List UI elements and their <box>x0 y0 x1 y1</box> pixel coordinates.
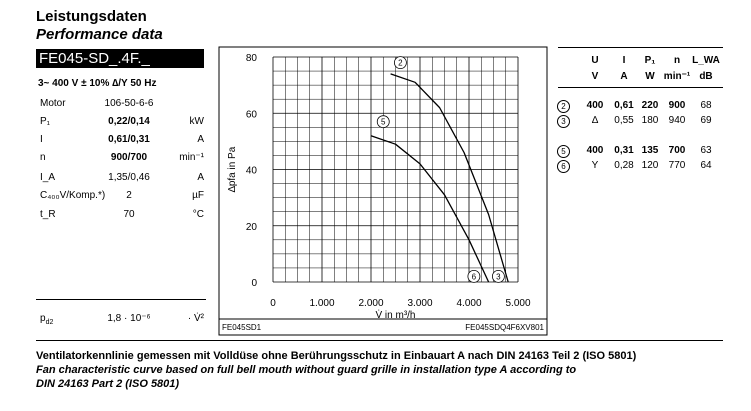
spec-unit: min⁻¹ <box>179 152 204 163</box>
note-en-line2: DIN 24163 Part 2 (ISO 5801) <box>36 378 180 390</box>
chart-footer-left: FE045SD1 <box>222 323 262 332</box>
x-tick-label: 5.000 <box>505 298 531 309</box>
pd2-value: 1,8 · 10⁻⁶ <box>107 313 151 324</box>
table-cell: 940 <box>668 115 686 126</box>
table-cell: 0,61 <box>614 100 634 111</box>
table-cell: 400 <box>586 100 604 111</box>
table-header: L_WA <box>692 55 720 66</box>
spec-label: P₁ <box>40 116 51 127</box>
spec-unit: µF <box>192 190 204 201</box>
y-tick-label: 40 <box>245 165 257 177</box>
spec-value: 1,35/0,46 <box>108 172 150 183</box>
performance-chart <box>218 46 548 336</box>
table-cell: 180 <box>641 115 659 126</box>
table-cell: 63 <box>700 145 712 156</box>
x-tick-label: 1.000 <box>309 298 335 309</box>
pd2-unit: · V̇² <box>187 313 204 324</box>
table-unit: min⁻¹ <box>663 71 691 82</box>
row-id-badge: 6 <box>557 160 570 173</box>
table-cell: 220 <box>641 100 659 111</box>
x-axis-label: V̇ in m³/h <box>375 310 416 321</box>
table-header: I <box>622 55 626 66</box>
spec-label: n <box>40 152 46 163</box>
table-cell: 0,55 <box>614 115 634 126</box>
row-id-badge: 3 <box>557 115 570 128</box>
title-en: Performance data <box>36 26 163 43</box>
table-unit: A <box>620 71 628 82</box>
x-tick-label: 4.000 <box>456 298 482 309</box>
x-tick-label: 3.000 <box>407 298 433 309</box>
spec-label: I <box>40 134 43 145</box>
x-tick-label: 2.000 <box>358 298 384 309</box>
spec-value: 70 <box>123 209 135 220</box>
model-label: FE045-SD_.4F._ <box>36 49 204 68</box>
spec-unit: A <box>197 172 204 183</box>
table-unit: W <box>645 71 655 82</box>
y-tick-label: 20 <box>245 221 257 233</box>
table-cell: ∆ <box>591 115 599 126</box>
spec-unit: °C <box>192 209 204 220</box>
y-tick-label: 60 <box>245 109 257 121</box>
title-de: Leistungsdaten <box>36 8 147 25</box>
note-de: Ventilatorkennlinie gemessen mit Volldüse ohne Berührungsschutz in Einbauart A nach DIN 24163 Teil 2 (ISO 5801) <box>36 350 637 362</box>
row-id-badge: 5 <box>557 145 570 158</box>
spec-unit: A <box>197 134 204 145</box>
table-unit: V <box>591 71 599 82</box>
spec-value: 0,22/0,14 <box>108 116 150 127</box>
notes-divider <box>36 340 723 341</box>
row-id-badge: 2 <box>557 100 570 113</box>
curve-marker-label: 5 <box>381 117 386 127</box>
table-unit: dB <box>699 71 713 82</box>
table-header: P₁ <box>644 55 656 66</box>
table-cell: 400 <box>586 145 604 156</box>
table-cell: 120 <box>641 160 659 171</box>
table-cell: 135 <box>641 145 659 156</box>
curve-marker-label: 3 <box>496 272 501 282</box>
spec-label: C₄₀₀V/Komp.*) <box>40 190 106 201</box>
table-cell: 0,31 <box>614 145 634 156</box>
pd2-label: $p_{d2}$ <box>40 313 54 326</box>
table-cell: Y <box>591 160 599 171</box>
spec-value: 0,61/0,31 <box>108 134 150 145</box>
x-tick-label: 0 <box>270 298 276 309</box>
supply-voltage: 3~ 400 V ± 10% ∆/Y 50 Hz <box>38 78 157 89</box>
curve-marker-label: 2 <box>398 58 403 68</box>
spec-label: I_A <box>40 172 56 183</box>
y-tick-label: 80 <box>245 53 257 64</box>
y-axis-label: ∆pfa in Pa <box>227 146 238 193</box>
spec-label: Motor <box>40 98 66 109</box>
table-cell: 64 <box>700 160 712 171</box>
curve-2 <box>391 74 509 282</box>
y-tick-label: 0 <box>251 278 257 289</box>
spec-unit: kW <box>189 116 204 127</box>
spec-value: 900/700 <box>110 152 148 163</box>
spec-divider <box>36 299 206 300</box>
table-top-line <box>558 47 723 48</box>
table-cell: 0,28 <box>614 160 634 171</box>
note-en-line1: Fan characteristic curve based on full bell mouth without guard grille in installation type A according to <box>36 364 577 376</box>
table-cell: 770 <box>668 160 686 171</box>
table-cell: 900 <box>668 100 686 111</box>
spec-value: 106-50-6-6 <box>104 98 154 109</box>
table-cell: 700 <box>668 145 686 156</box>
chart-footer-right: FE045SDQ4F6XV801 <box>465 323 544 332</box>
table-cell: 69 <box>700 115 712 126</box>
table-header: n <box>673 55 681 66</box>
curve-5 <box>371 136 489 282</box>
curve-marker-label: 6 <box>471 272 477 282</box>
table-cell: 68 <box>700 100 712 111</box>
spec-value: 2 <box>126 190 132 201</box>
table-header: U <box>591 55 599 66</box>
spec-label: t_R <box>40 209 56 220</box>
table-header-line <box>558 87 723 88</box>
